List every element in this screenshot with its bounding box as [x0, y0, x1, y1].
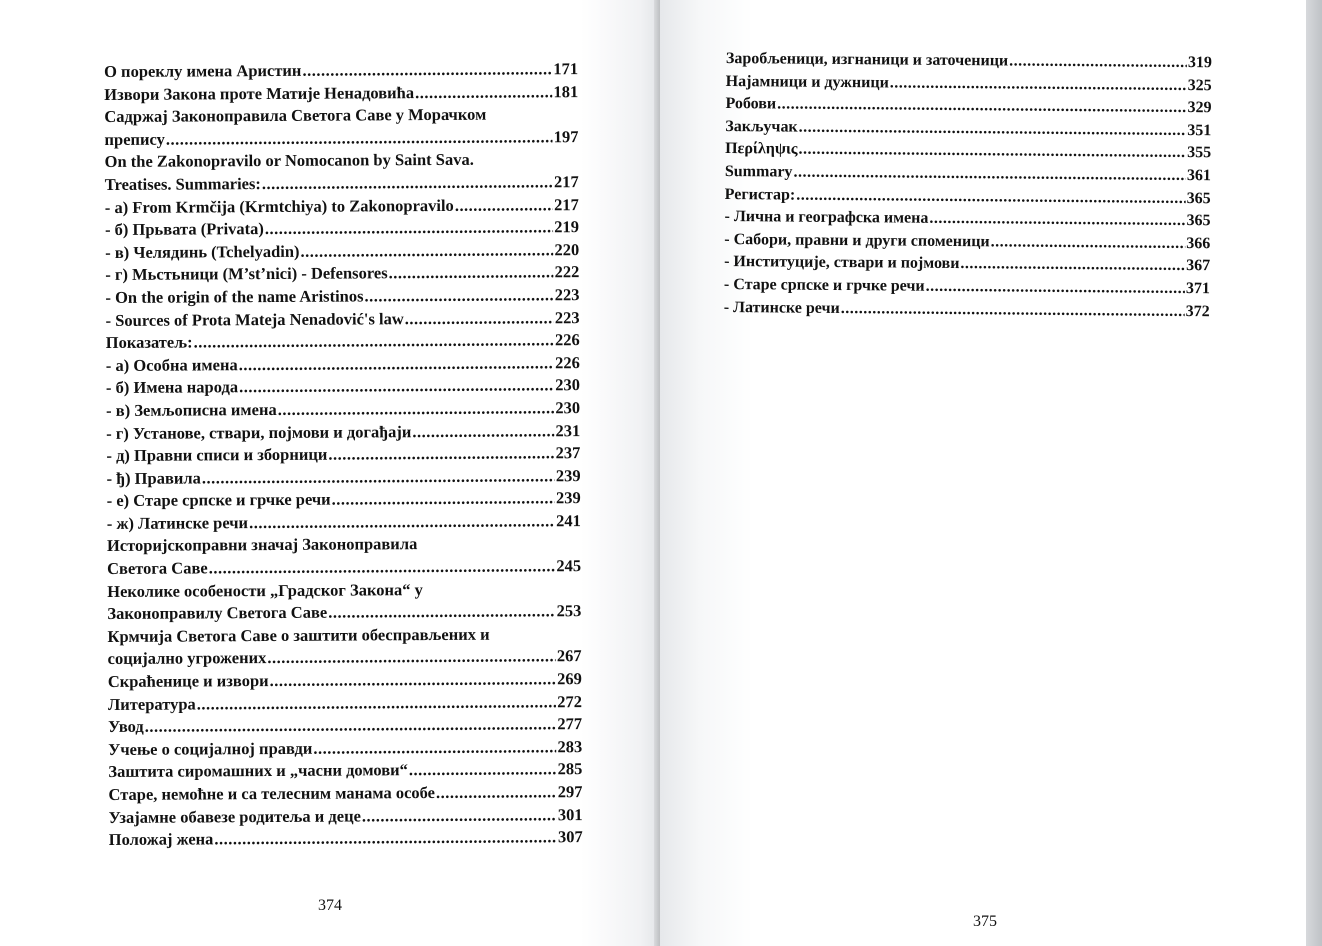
toc-entry-title: - г) Установе, ствари, појмови и догађаји: [106, 421, 412, 443]
toc-entry-title-line1: Садржај Законоправила Светога Саве у Морачком: [104, 104, 487, 127]
toc-entry-title: - Институције, ствари и појмови: [724, 253, 960, 273]
toc-entry-page-number: 237: [555, 443, 581, 463]
toc-entry-page-number: 197: [553, 126, 579, 147]
toc-entry-title: Показатељ:: [105, 332, 193, 353]
toc-entry: [108, 781, 582, 806]
toc-entry-page-number: 171: [553, 59, 579, 79]
toc-entry-page-number: 301: [557, 804, 583, 824]
toc-entry-page-number: 285: [557, 759, 583, 779]
toc-entry: [105, 148, 579, 196]
toc-entry: [106, 329, 580, 354]
dot-leader: [202, 465, 555, 490]
toc-entry: [106, 307, 580, 332]
toc-entry-title-line1: Крмчија Светога Саве о заштити обесправљених и: [107, 624, 490, 646]
toc-entry: [107, 510, 581, 535]
toc-entry-title: Περίληψις: [725, 140, 798, 159]
dot-leader: [455, 194, 553, 217]
toc-entry-title: О пореклу имена Аристин: [104, 60, 302, 81]
dot-leader: [841, 298, 1185, 324]
toc-entry: [109, 804, 583, 829]
toc-entry-title: Закључак: [725, 117, 798, 136]
toc-entry: [106, 397, 580, 422]
dot-leader: [364, 284, 553, 308]
toc-entry: [106, 442, 580, 467]
dot-leader: [214, 826, 557, 851]
toc-entry-page-number: 283: [557, 736, 583, 757]
dot-leader: [890, 72, 1187, 97]
toc-entry-title: - Старе српске и грчке речи: [723, 275, 925, 295]
dot-leader: [313, 736, 556, 760]
toc-entry-title: - On the origin of the name Aristinos: [105, 286, 364, 307]
toc-entry-page-number: 241: [556, 510, 581, 531]
toc-entry-title: - е) Старе српске и грчке речи: [106, 489, 331, 511]
toc-entry: [108, 758, 582, 783]
toc-entry-title: - в) Земљописна имена: [106, 399, 277, 420]
dot-leader: [300, 239, 553, 263]
toc-entry: [107, 487, 581, 512]
toc-entry-last-line: [107, 555, 581, 580]
dot-leader: [328, 442, 554, 466]
toc-entry-title: Положај жена: [108, 829, 214, 850]
toc-entry-title: - Латинске речи: [723, 298, 840, 317]
toc-entry-page-number: 231: [555, 420, 581, 440]
toc-entry: [106, 374, 580, 399]
table-of-contents-right: [724, 48, 1212, 323]
toc-entry: [105, 261, 579, 286]
toc-entry-page-number: 351: [1187, 121, 1212, 140]
toc-entry-page-number: 371: [1185, 279, 1210, 298]
dot-leader: [798, 139, 1186, 165]
dot-leader: [415, 81, 553, 104]
toc-entry-title: - Сабори, правни и други споменици: [724, 230, 990, 251]
toc-entry-page-number: 239: [555, 488, 581, 508]
page-edge: [1306, 0, 1322, 946]
toc-entry: [108, 691, 582, 716]
toc-entry-page-number: 253: [556, 601, 582, 621]
dot-leader: [302, 58, 552, 82]
toc-entry: [106, 352, 580, 377]
toc-entry-page-number: 307: [557, 827, 583, 847]
toc-entry-page-number: 267: [556, 646, 582, 666]
toc-entry: [109, 826, 583, 851]
dot-leader: [405, 307, 554, 331]
toc-entry-title: препису: [104, 129, 165, 149]
toc-entry: [107, 533, 581, 581]
toc-entry-page-number: 217: [554, 194, 579, 214]
toc-entry-page-number: 223: [554, 285, 580, 305]
toc-entry-title: Summary: [724, 162, 793, 181]
toc-entry: [108, 713, 582, 738]
toc-entry-title: - в) Челядинь (Tchelyadin): [105, 241, 300, 262]
dot-leader: [278, 397, 555, 421]
toc-entry-page-number: 355: [1187, 144, 1212, 162]
toc-entry: [104, 58, 578, 83]
toc-entry-title: Регистар:: [724, 185, 796, 204]
dot-leader: [209, 555, 556, 580]
toc-entry-page-number: 329: [1187, 99, 1212, 117]
dot-leader: [239, 375, 554, 400]
toc-entry-title: - а) From Krmčija (Krmtchiya) to Zakonopravilo: [104, 195, 454, 217]
toc-entry-title: Извори Закона проте Матије Ненадовића: [104, 82, 415, 104]
toc-entry: [108, 668, 582, 693]
dot-leader: [145, 713, 557, 738]
toc-entry-page-number: 239: [555, 465, 581, 485]
toc-entry: [108, 736, 582, 761]
toc-entry-page-number: 297: [557, 782, 583, 802]
toc-entry-title: - ђ) Правила: [106, 468, 201, 488]
toc-entry-last-line: [107, 600, 581, 625]
dot-leader: [926, 276, 1185, 301]
dot-leader: [239, 352, 555, 377]
dot-leader: [332, 488, 555, 512]
toc-entry-title: - Sources of Prota Mateja Nenadović's law: [105, 308, 404, 330]
dot-leader: [249, 510, 555, 534]
toc-entry-page-number: 245: [556, 556, 582, 576]
toc-entry-last-line: [104, 126, 578, 151]
toc-entry-title: - б) Прьвата (Privata): [104, 219, 264, 240]
dot-leader: [960, 253, 1185, 278]
toc-entry: [105, 239, 579, 264]
toc-entry-title: Узајамне обавезе родитеља и деце: [108, 806, 361, 827]
toc-entry-page-number: 220: [554, 239, 580, 260]
toc-entry-last-line: [105, 171, 579, 196]
toc-entry-title-line1: On the Zakonopravilo or Nomocanon by Saint Sava.: [104, 150, 474, 172]
dot-leader: [389, 262, 554, 286]
dot-leader: [166, 126, 553, 151]
toc-entry-title: Скраћенице и извори: [107, 671, 269, 692]
toc-entry-title-line1: Неколике особености „Градског Закона“ у: [107, 579, 423, 601]
toc-entry-page-number: 181: [553, 81, 579, 101]
toc-entry-page-number: 222: [554, 262, 580, 282]
dot-leader: [991, 231, 1186, 255]
dot-leader: [412, 420, 554, 443]
dot-leader: [262, 171, 553, 195]
toc-entry-page-number: 223: [554, 307, 580, 327]
toc-entry: [105, 284, 579, 309]
toc-entry-title: социјално угрожених: [107, 648, 267, 669]
toc-entry-title: Treatises. Summaries:: [104, 174, 261, 194]
toc-entry-page-number: 367: [1186, 257, 1211, 275]
toc-entry-title: - а) Особна имена: [105, 354, 238, 375]
dot-leader: [362, 804, 557, 828]
toc-entry-title: - г) Мьстьници (M’st’nici) - Defensores: [105, 263, 388, 285]
table-of-contents-left: [104, 58, 583, 852]
toc-entry-title-line1: Историјскоправни значај Законоправила: [106, 534, 418, 556]
toc-entry-title: Робови: [725, 95, 777, 113]
dot-leader: [267, 646, 556, 670]
left-page: [0, 0, 660, 946]
toc-entry-page-number: 217: [553, 172, 579, 192]
toc-entry-page-number: 226: [555, 352, 580, 372]
toc-entry-page-number: 372: [1185, 302, 1210, 320]
toc-entry: [107, 623, 581, 671]
toc-entry: [107, 578, 581, 626]
toc-entry-page-number: 319: [1187, 54, 1212, 72]
toc-entry-page-number: 365: [1186, 212, 1211, 230]
dot-leader: [197, 691, 557, 716]
toc-entry-title: Најамници и дужници: [725, 72, 889, 92]
toc-entry-title: Светога Саве: [107, 558, 208, 579]
toc-entry: [105, 194, 579, 219]
toc-entry: [104, 81, 578, 106]
toc-entry: [106, 465, 580, 490]
toc-entry-title: - ж) Латинске речи: [106, 513, 249, 533]
toc-entry-page-number: 366: [1186, 234, 1211, 252]
toc-entry-page-number: 230: [555, 375, 581, 395]
dot-leader: [929, 208, 1185, 233]
dot-leader: [436, 781, 557, 804]
dot-leader: [796, 184, 1186, 210]
toc-entry-page-number: 219: [554, 217, 580, 237]
toc-entry-title: Заштита сиромашних и „часни домови“: [108, 760, 408, 782]
dot-leader: [799, 116, 1187, 142]
toc-entry: [105, 216, 579, 241]
dot-leader: [265, 216, 554, 240]
dot-leader: [328, 601, 556, 625]
toc-entry-page-number: 361: [1186, 166, 1211, 185]
toc-entry: [724, 297, 1210, 324]
toc-entry-title: Литература: [107, 694, 196, 714]
toc-entry-title: - б) Имена народа: [105, 377, 239, 398]
toc-entry-page-number: 272: [557, 691, 582, 711]
toc-entry-title: - д) Правни списи и зборници: [106, 444, 328, 466]
toc-entry-page-number: 365: [1186, 189, 1211, 207]
page-number-left: 374: [318, 897, 342, 914]
dot-leader: [193, 329, 554, 354]
dot-leader: [270, 668, 557, 692]
toc-entry: [106, 420, 580, 445]
toc-entry-page-number: 230: [555, 398, 581, 418]
toc-entry-title: Заробљеници, изгнаници и заточеници: [725, 49, 1009, 70]
toc-entry-title: Законоправилу Светога Саве: [107, 602, 328, 624]
toc-entry-last-line: [108, 646, 582, 671]
toc-entry-title: Увод: [108, 716, 144, 737]
toc-entry-page-number: 226: [554, 330, 580, 350]
toc-entry-page-number: 269: [556, 669, 582, 689]
toc-entry-page-number: 277: [557, 714, 583, 734]
dot-leader: [1009, 50, 1187, 74]
toc-entry-title: - Лична и географска имена: [724, 208, 929, 227]
dot-leader: [409, 759, 557, 782]
page-number-right: 375: [973, 913, 997, 930]
toc-entry-title: Учење о социјалној правди: [108, 738, 313, 759]
toc-entry: [104, 103, 578, 151]
toc-entry-title: Старе, немоћне и са телесним манама особе: [108, 782, 436, 804]
toc-entry-page-number: 325: [1187, 76, 1212, 94]
